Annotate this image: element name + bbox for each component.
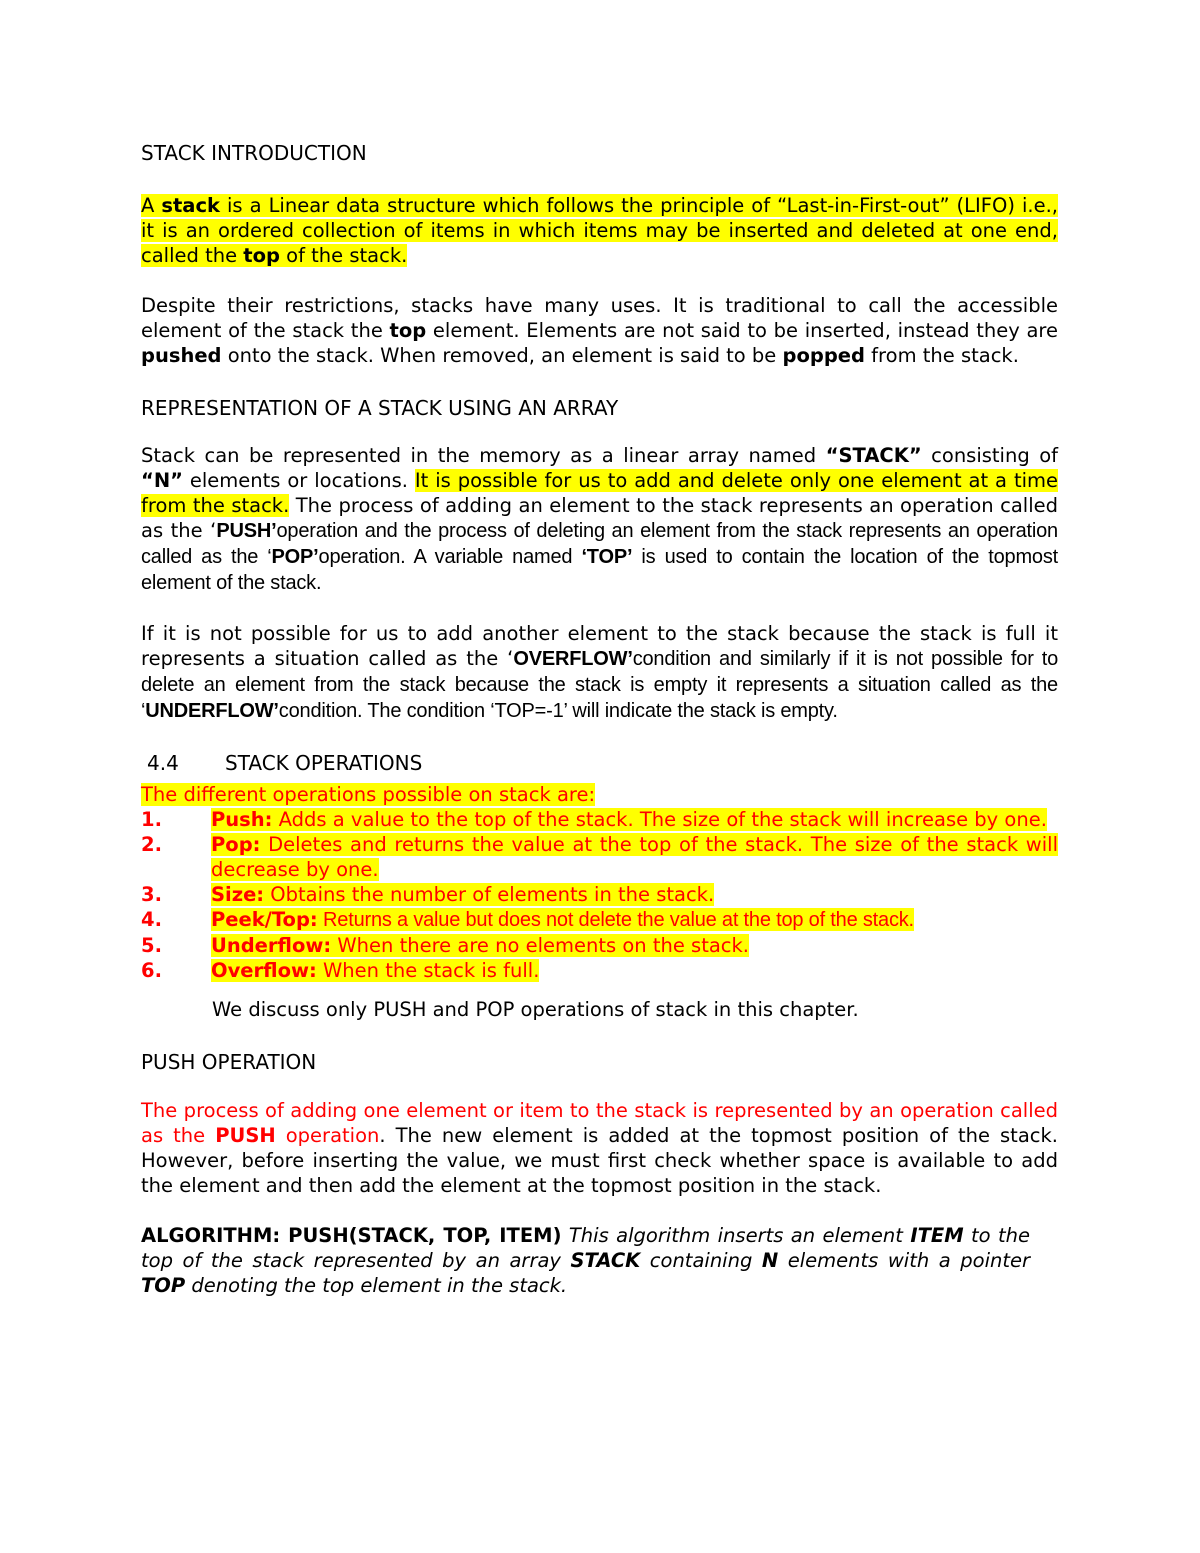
list-item: 3. Size: Obtains the number of elements in the stack. bbox=[141, 883, 715, 906]
section-number: 4.4 bbox=[147, 751, 179, 775]
list-item: 2. Pop: Deletes and returns the value at the top of the stack. The size of the stack will decrease by one. bbox=[141, 833, 1058, 881]
stack-uses-paragraph: Despite their restrictions, stacks have many uses. It is traditional to call the accessible element of the stack the top element. Elements are not said to be inserted, instead they are pushed onto the stack. When removed, an element is said to be popped from the stack. bbox=[141, 294, 1058, 367]
list-item: 5. Underflow: When there are no elements on the stack. bbox=[141, 934, 750, 957]
document-page bbox=[141, 138, 1058, 1298]
section-heading-push-operation: PUSH OPERATION bbox=[141, 1050, 317, 1074]
stack-definition-paragraph: A stack is a Linear data structure which follows the principle of “Last-in-First-out” (LIFO) i.e., it is an ordered collection of items in which items may be inserted and deleted at one end, called the top of the stack. bbox=[141, 194, 1058, 267]
operations-note: We discuss only PUSH and POP operations of stack in this chapter. bbox=[212, 998, 859, 1021]
push-description-paragraph: The process of adding one element or item to the stack is represented by an operation called as the PUSH operation. The new element is added at the topmost position of the stack. However, before inserting the value, we must first check whether space is available to add the element and then add the element at the topmost position in the stack. bbox=[141, 1099, 1058, 1197]
algorithm-label: ALGORITHM: PUSH(STACK, TOP, ITEM) bbox=[141, 1224, 562, 1247]
list-item: 1. Push: Adds a value to the top of the stack. The size of the stack will increase by one. bbox=[141, 808, 1047, 831]
highlighted-sentence: It is possible for us to add and delete only one element at a time from the stack. bbox=[141, 469, 1058, 517]
representation-paragraph: Stack can be represented in the memory as a linear array named “STACK” consisting of “N” elements or locations. It is possible for us to add and delete only one element at a time from the stack. The process of adding an element to the stack represents an operation called as the ‘PUSH’operation and the process of deleting an element from the stack represents an operation called as the ‘POP’operation. A variable named ‘TOP’ is used to contain the location of the topmost element of the stack. bbox=[141, 444, 1059, 594]
overflow-underflow-paragraph: If it is not possible for us to add another element to the stack because the stack is full it represents a situation called as the ‘OVERFLOW’condition and similarly if it is not possible for to delete an element from the stack because the stack is empty it represents a situation called as the ‘UNDERFLOW’condition. The condition ‘TOP=-1’ will indicate the stack is empty. bbox=[141, 622, 1058, 722]
push-algorithm-paragraph: ALGORITHM: PUSH(STACK, TOP, ITEM) This algorithm inserts an element ITEM to the top of the stack represented by an array STACK containing N elements with a pointer TOP denoting the top element in the stack. bbox=[141, 1224, 1031, 1297]
stack-term: stack bbox=[161, 194, 220, 217]
operations-intro: The different operations possible on stack are: bbox=[141, 783, 596, 806]
operations-list bbox=[141, 782, 1058, 983]
list-item: 4. Peek/Top: Returns a value but does not delete the value at the top of the stack. bbox=[141, 908, 914, 931]
section-heading-representation: REPRESENTATION OF A STACK USING AN ARRAY bbox=[141, 396, 619, 420]
section-heading-stack-introduction: STACK INTRODUCTION bbox=[141, 141, 367, 165]
section-heading-stack-operations: 4.4 STACK OPERATIONS bbox=[141, 748, 1058, 778]
list-item: 6. Overflow: When the stack is full. bbox=[141, 959, 540, 982]
top-term: top bbox=[243, 244, 280, 267]
